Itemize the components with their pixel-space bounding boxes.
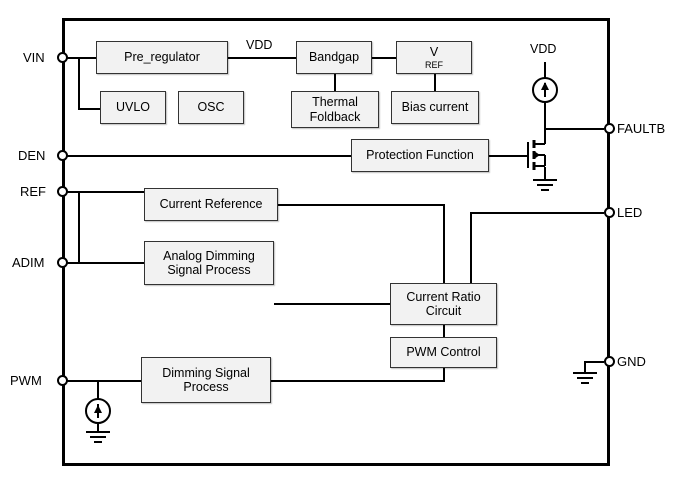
- wire-currentref-down: [443, 204, 445, 289]
- terminal-pwm[interactable]: [57, 375, 68, 386]
- terminal-faultb[interactable]: [604, 123, 615, 134]
- block-vref[interactable]: [396, 41, 472, 74]
- terminal-led[interactable]: [604, 207, 615, 218]
- wire-bandgap-thermal: [334, 74, 336, 91]
- wire-adim-cr: [274, 303, 390, 305]
- terminal-vin[interactable]: [57, 52, 68, 63]
- wire-gnd-down: [584, 361, 586, 373]
- pin-label-gnd: GND: [617, 354, 646, 369]
- block-pre-regulator-label: Pre_regulator: [124, 50, 200, 65]
- wire-vref-bias: [434, 74, 436, 91]
- wire-mosfet-drain: [544, 128, 546, 143]
- pin-label-faultb: FAULTB: [617, 121, 666, 136]
- block-current-ratio-circuit-label-2: Circuit: [425, 304, 462, 318]
- wire-vdd-right: [544, 62, 546, 78]
- block-thermal-foldback-label-1: Thermal: [312, 95, 358, 110]
- wire-protection-gate: [489, 155, 528, 157]
- net-label-vdd-right: VDD: [530, 42, 557, 56]
- wire-vin-uvlo: [78, 108, 100, 110]
- wire-pwm-branch: [97, 380, 99, 400]
- pin-label-pwm: PWM: [10, 373, 42, 388]
- terminal-ref[interactable]: [57, 186, 68, 197]
- block-protection-function[interactable]: [351, 139, 489, 172]
- wire-led-up: [470, 212, 472, 290]
- wire-bandgap-vref: [372, 57, 396, 59]
- wire-vdd-bandgap: [228, 57, 296, 59]
- block-current-ratio-circuit[interactable]: [390, 283, 497, 325]
- block-bias-current[interactable]: [391, 91, 479, 124]
- terminal-gnd[interactable]: [604, 356, 615, 367]
- block-bandgap[interactable]: [296, 41, 372, 74]
- wire-led: [470, 212, 604, 214]
- block-current-reference-label: Current Reference: [159, 197, 263, 212]
- pin-label-led: LED: [617, 205, 643, 220]
- wire-adim: [66, 262, 144, 264]
- block-current-ratio-circuit-label-1: Current Ratio: [406, 289, 481, 304]
- block-thermal-foldback-label-2: Foldback: [309, 109, 361, 124]
- wire-pwm: [66, 380, 142, 382]
- net-label-vdd-top: VDD: [246, 38, 273, 52]
- block-dimming-signal-process[interactable]: [141, 357, 271, 403]
- block-analog-dimming[interactable]: [144, 241, 274, 285]
- block-pwm-control[interactable]: [390, 337, 497, 368]
- block-vref-subscript: REF: [425, 59, 443, 70]
- block-analog-dimming-label-2: Signal Process: [167, 263, 251, 277]
- wire-mosfet-source: [544, 167, 546, 179]
- block-protection-function-label: Protection Function: [366, 148, 474, 163]
- terminal-adim[interactable]: [57, 257, 68, 268]
- wire-vin-branch: [78, 57, 80, 109]
- wire-currentref-out: [278, 204, 445, 206]
- pin-label-den: DEN: [18, 148, 46, 163]
- wire-pwmctrl-dimming: [271, 380, 445, 382]
- block-osc-label: OSC: [197, 100, 225, 115]
- block-pwm-control-label: PWM Control: [406, 345, 481, 360]
- block-dimming-signal-process-label-2: Process: [183, 380, 229, 394]
- pin-label-ref: REF: [20, 184, 46, 199]
- block-pre-regulator[interactable]: [96, 41, 228, 74]
- wire-pwmctrl-down: [443, 366, 445, 380]
- wire-vin: [66, 57, 96, 59]
- block-current-reference[interactable]: [144, 188, 278, 221]
- pin-label-adim: ADIM: [12, 255, 45, 270]
- block-bias-current-label: Bias current: [401, 100, 469, 115]
- pin-label-vin: VIN: [23, 50, 45, 65]
- wire-faultb: [544, 128, 604, 130]
- block-uvlo[interactable]: [100, 91, 166, 124]
- wire-ref-bus: [78, 191, 80, 263]
- block-thermal-foldback[interactable]: [291, 91, 379, 128]
- wire-pwm-gnd: [97, 420, 99, 432]
- block-dimming-signal-process-label-1: Dimming Signal: [162, 365, 250, 380]
- wire-den: [66, 155, 351, 157]
- block-bandgap-label: Bandgap: [308, 50, 360, 65]
- block-analog-dimming-label-1: Analog Dimming: [163, 248, 255, 263]
- block-uvlo-label: UVLO: [115, 100, 151, 115]
- wire-gnd: [584, 361, 604, 363]
- terminal-den[interactable]: [57, 150, 68, 161]
- block-vref-label: V REF: [425, 45, 443, 70]
- block-osc[interactable]: [178, 91, 244, 124]
